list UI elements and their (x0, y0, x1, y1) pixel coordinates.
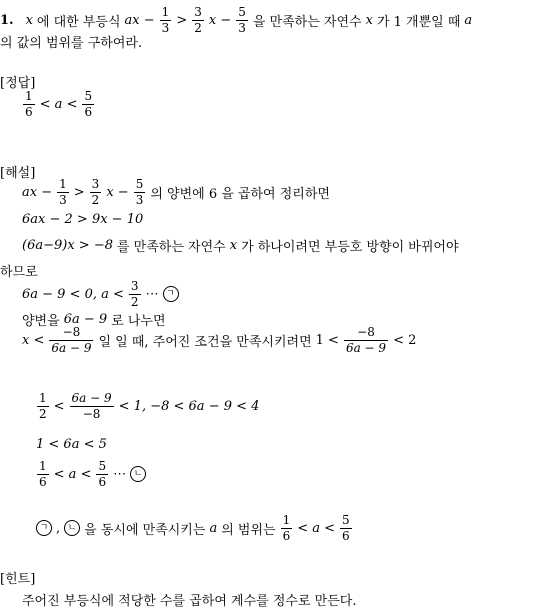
solution-text-12: 을 동시에 만족시키는 (84, 522, 206, 538)
solution-line-2 (22, 212, 143, 227)
range-a: < a < (53, 466, 92, 482)
solution-eq-2: 6ax − 2 > 9x − 10 (22, 212, 144, 227)
fraction-1-6: $\frac{1}{6}$ (25, 89, 33, 119)
var-a: a (209, 520, 218, 536)
comma: , (56, 520, 61, 536)
inequality-lhs: ax − (124, 12, 155, 28)
lt-sign: < (53, 398, 65, 414)
circled-giyeok-marker: ㄱ (163, 286, 179, 302)
var-a: a (464, 12, 473, 28)
solution-text-3c: 가 하나이려면 부등호 방향이 바뀌어야 (241, 240, 459, 255)
dots: ⋯ (145, 286, 159, 302)
fraction-1-2: $\frac{1}{2}$ (39, 391, 47, 421)
solution-line-11 (36, 460, 146, 488)
sol-rhs: x − (106, 184, 129, 200)
answer-math (22, 90, 95, 118)
solution-line-4 (0, 261, 38, 280)
var-x: x (229, 238, 238, 253)
fraction-neg8-over-6a-9: $\frac{-8}{6a - 9}$ (51, 325, 92, 355)
fraction-3-2: $\frac{3}{2}$ (194, 5, 202, 35)
hint-label: [힌트] (0, 572, 36, 587)
problem-text-3: 가 1 개뿐일 때 (376, 14, 461, 30)
fraction-5-6: $\frac{5}{6}$ (98, 459, 107, 489)
hint-text: 주어진 부등식에 적당한 수를 곱하여 계수를 정수로 만든다. (22, 594, 357, 609)
solution-label: [해설] (0, 166, 36, 181)
gt-sign: > (73, 184, 85, 200)
solution-line-3 (22, 236, 459, 255)
solution-text-6a: 양변을 (22, 314, 60, 329)
fraction-1-3: $\frac{1}{3}$ (59, 177, 67, 207)
fraction-1-6: $\frac{1}{6}$ (282, 513, 291, 543)
solution-eq-9: < 1, −8 < 6a − 9 < 4 (118, 398, 260, 414)
lt-two: < 2 (393, 332, 417, 348)
fraction-neg8-over-6a-9: $\frac{-8}{6a - 9}$ (345, 325, 387, 355)
solution-eq-3: (6a−9)x > −8 (22, 238, 113, 253)
var-x: x (25, 12, 33, 28)
dots: ⋯ (113, 466, 127, 482)
answer-label: [정답] (0, 76, 36, 91)
problem-line-1 (0, 6, 472, 34)
problem-text-2: 을 만족하는 자연수 (252, 14, 362, 30)
solution-text-4: 하므로 (0, 265, 38, 280)
fraction-5-3: $\frac{5}{3}$ (238, 5, 246, 35)
solution-text-12b: 의 범위는 (221, 522, 276, 538)
solution-eq-10: 1 < 6a < 5 (36, 437, 107, 452)
solution-line-1 (22, 178, 330, 206)
solution-text-3b: 를 만족하는 자연수 (116, 240, 226, 255)
fraction-3-2: $\frac{3}{2}$ (91, 177, 100, 207)
solution-eq-5: 6a − 9 < 0, a < (22, 286, 124, 302)
circled-nieun-marker: ㄴ (130, 466, 146, 482)
fraction-5-3: $\frac{5}{3}$ (135, 177, 144, 207)
solution-text-7a: 일 일 때, 주어진 조건을 만족시키려면 (98, 334, 312, 350)
fraction-5-6: $\frac{5}{6}$ (342, 513, 350, 543)
fraction-5-6: $\frac{5}{6}$ (84, 89, 93, 119)
solution-line-9 (36, 392, 259, 420)
circled-nieun-marker: ㄴ (64, 520, 80, 536)
solution-text-1: 의 양변에 6 을 곱하여 정리하면 (150, 186, 330, 202)
problem-number: 1. (0, 12, 14, 28)
problem-text-4: 의 값의 범위를 구하여라. (0, 36, 143, 51)
solution-expr-6b: 6a − 9 (63, 312, 108, 327)
problem-text-1: 에 대한 부등식 (36, 14, 121, 30)
problem-line-2 (0, 32, 142, 51)
solution-line-5 (22, 280, 179, 308)
fraction-6a-9-over-neg8: $\frac{6a - 9}{-8}$ (71, 391, 112, 421)
final-range: < a < (297, 520, 336, 536)
circled-giyeok-marker: ㄱ (36, 520, 52, 536)
solution-line-10 (36, 437, 107, 452)
var-x-lt: x < (22, 332, 45, 348)
var-x: x (365, 12, 373, 28)
fraction-1-6: $\frac{1}{6}$ (39, 459, 47, 489)
solution-line-12 (36, 514, 353, 542)
fraction-3-2: $\frac{3}{2}$ (130, 279, 139, 309)
solution-line-7 (22, 326, 416, 354)
inequality-rhs: x − (208, 12, 232, 28)
fraction-1-3: $\frac{1}{3}$ (161, 5, 170, 35)
solution-text-6c: 로 나누면 (111, 314, 166, 329)
answer-range: < a < (39, 96, 78, 112)
sol-lhs: ax − (22, 184, 53, 200)
one-lt: 1 < (315, 332, 339, 348)
gt-sign: > (176, 12, 188, 28)
